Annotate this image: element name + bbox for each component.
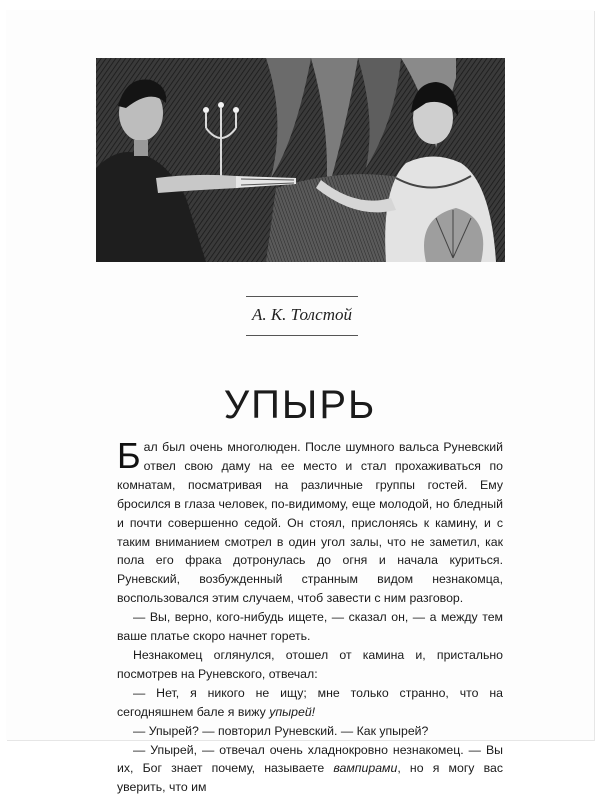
author-rule-bottom [246,335,358,336]
author-rule-top [246,296,358,297]
paragraph-1 [117,438,503,608]
paragraph-4 [117,684,503,722]
engraving-ballroom-scene-icon [96,58,505,262]
paragraph-6-emphasis: вампирами [333,761,397,775]
engraving-illustration [96,58,505,262]
paragraph-6 [117,741,503,797]
paragraph-5: — Упырей? — повторил Руневский. — Как упырей? [117,722,503,741]
paragraph-2: — Вы, верно, кого-нибудь ищете, — сказал он, — а между тем ваше платье скоро начнет гореть. [117,608,503,646]
story-title: УПЫРЬ [0,383,600,428]
paragraph-4-emphasis: упырей! [269,705,315,719]
paragraph-6-text-a: — Упырей, — отвечал очень хладнокровно незнакомец. — Вы их, Бог знает почему, называете [117,743,503,776]
author-name: А. К. Толстой [246,305,358,325]
paragraph-3: Незнакомец оглянулся, отошел от камина и, пристально посмотрев на Руневского, отвечал: [117,646,503,684]
story-text [117,438,503,797]
paragraph-1-text: ал был очень многолюден. После шумного вальса Руневский отвел свою даму на ее место и стал прохаживаться по комнатам, посматривая на различные группы гостей. Ему бросился в глаза человек, по-видимому, еще молодой, но бледный и почти совершенно седой. Он стоял, прислонясь к камину, и с таким вниманием смотрел в один угол залы, что не заметил, как пола его фрака дотронулась до огня и начала куриться. Руневский, возбужденный странным видом незнакомца, воспользовался этим случаем, чтоб завести с ним разговор. [117,440,503,605]
paragraph-4-text: — Нет, я никого не ищу; мне только странно, что на сегодняшнем бале я вижу [117,686,503,719]
drop-cap: Б [117,440,141,472]
paragraph-6-text-b: , но я могу вас уверить, что им [117,761,503,794]
author-block [246,296,358,336]
